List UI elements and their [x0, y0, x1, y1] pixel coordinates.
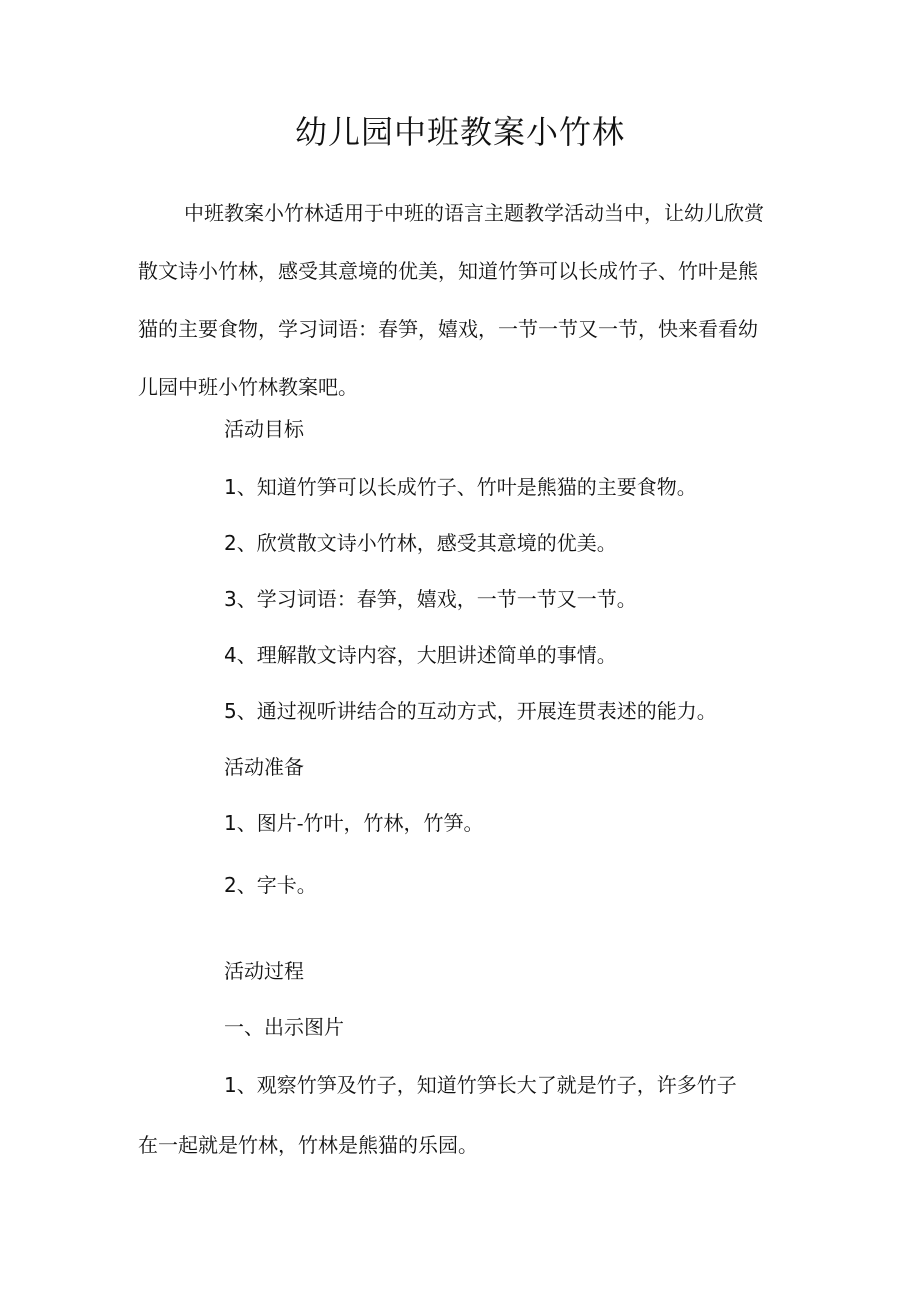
- intro-line-3: 猫的主要食物，学习词语：春笋，嬉戏，一节一节又一节，快来看看幼: [138, 317, 758, 341]
- prep-item-2: [224, 870, 317, 900]
- intro-line-1: 中班教案小竹林适用于中班的语言主题教学活动当中，让幼儿欣赏: [184, 201, 764, 225]
- prep-number: 2: [224, 873, 237, 897]
- goal-text: 、欣赏散文诗小竹林，感受其意境的优美。: [236, 531, 617, 555]
- prep-text: 、图片-竹叶，竹林，竹笋。: [236, 811, 484, 835]
- goals-heading: 活动目标: [224, 417, 304, 441]
- goal-item-1: [224, 472, 697, 502]
- step-text: 、观察竹笋及竹子，知道竹笋长大了就是竹子，许多竹子: [236, 1073, 737, 1097]
- goal-number: 4: [224, 643, 237, 667]
- goal-text: 、知道竹笋可以长成竹子、竹叶是熊猫的主要食物。: [236, 475, 697, 499]
- goal-number: 3: [224, 587, 237, 611]
- process-heading: 活动过程: [224, 959, 304, 983]
- process-step-1-continuation: 在一起就是竹林，竹林是熊猫的乐园。: [138, 1133, 478, 1157]
- goal-text: 、通过视听讲结合的互动方式，开展连贯表述的能力。: [236, 699, 717, 723]
- process-section-1: 一、出示图片: [224, 1015, 344, 1039]
- goal-item-4: [224, 640, 617, 670]
- goal-text: 、学习词语：春笋，嬉戏，一节一节又一节。: [236, 587, 637, 611]
- step-number: 1: [224, 1073, 237, 1097]
- goal-number: 2: [224, 531, 237, 555]
- goal-item-3: [224, 584, 637, 614]
- intro-line-2: 散文诗小竹林，感受其意境的优美，知道竹笋可以长成竹子、竹叶是熊: [138, 259, 758, 283]
- intro-line-4: 儿园中班小竹林教案吧。: [138, 375, 358, 399]
- prep-number: 1: [224, 811, 237, 835]
- goal-number: 1: [224, 475, 237, 499]
- prep-item-1: [224, 808, 484, 838]
- process-step-1: [224, 1070, 737, 1100]
- document-title: 幼儿园中班教案小竹林: [294, 113, 625, 151]
- prep-text: 、字卡。: [236, 873, 317, 897]
- goal-text: 、理解散文诗内容，大胆讲述简单的事情。: [236, 643, 617, 667]
- goal-item-2: [224, 528, 617, 558]
- goal-item-5: [224, 696, 717, 726]
- prep-heading: 活动准备: [224, 755, 304, 779]
- goal-number: 5: [224, 699, 237, 723]
